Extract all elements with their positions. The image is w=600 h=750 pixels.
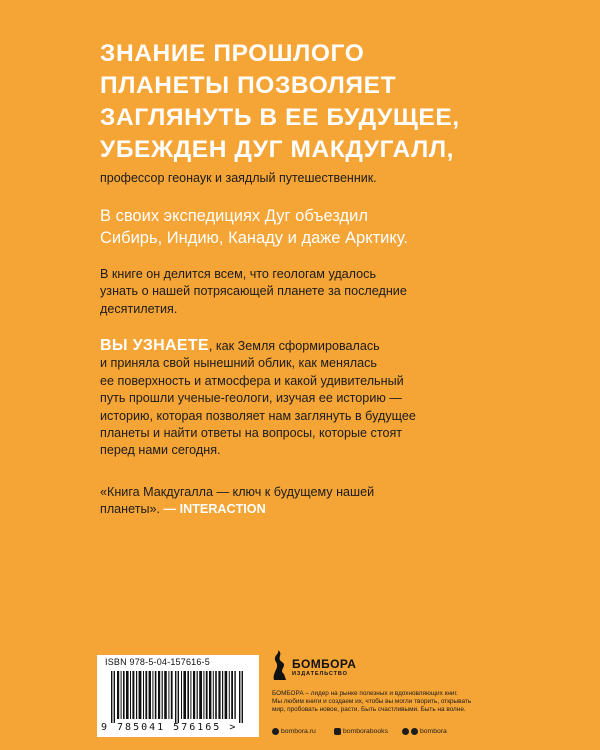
book-intro-paragraph [100, 266, 530, 318]
barcode [97, 655, 259, 737]
quote-line: планеты». [100, 502, 161, 517]
intro-line: В книге он делится всем, что геологам удалось [100, 267, 377, 281]
intro-line: десятилетия. [100, 301, 178, 316]
headline [100, 38, 560, 166]
expedition-line: Сибирь, Индию, Канаду и даже Арктику. [100, 229, 408, 247]
learn-line: путь прошли ученые-геологи, изучая ее историю — [100, 391, 402, 406]
social-label: bombora [420, 728, 447, 735]
social-label: bomborabooks [343, 728, 388, 735]
social-link-bombora[interactable] [402, 728, 447, 735]
publisher-socials [272, 728, 542, 740]
publisher-logo [272, 648, 362, 688]
globe-icon [272, 728, 279, 735]
publisher-description [272, 690, 537, 715]
learn-heading: ВЫ УЗНАЕТЕ [100, 337, 209, 354]
learn-paragraph [100, 337, 530, 460]
learn-line: ее поверхность и атмосфера и какой удивительный [100, 373, 404, 388]
publisher-desc-line: БОМБОРА – лидер на рынке полезных и вдохновляющих книг. [272, 690, 458, 697]
expedition-text [100, 205, 560, 249]
quote-source: — INTERACTION [160, 502, 266, 517]
review-quote [100, 484, 530, 519]
learn-line: перед нами сегодня. [100, 443, 221, 458]
social-link-books[interactable] [334, 728, 388, 735]
isbn-number: ISBN 978-5-04-157616-5 [105, 657, 210, 667]
headline-line: ПЛАНЕТЫ ПОЗВОЛЯЕТ [100, 72, 397, 99]
author-description: профессор геонаук и заядлый путешественник. [100, 171, 377, 185]
headline-line: ЗНАНИЕ ПРОШЛОГО [100, 40, 365, 67]
social-icon [334, 728, 341, 735]
learn-line: историю, которая позволяет нам заглянуть в будущее [100, 408, 416, 423]
publisher-name: БОМБОРА [292, 657, 357, 671]
learn-line: и приняла свой нынешний облик, как менялась [100, 356, 377, 371]
quote-line: «Книга Макдугалла — ключ к будущему нашей [100, 485, 375, 499]
telegram-icon [411, 728, 418, 735]
publisher-desc-line: мир, пробовать новое, расти. Быть счастливыми. Быть на волне. [272, 706, 466, 714]
publisher-desc-line: Мы любим книги и создаем их, чтобы вы могли творить, открывать [272, 698, 472, 706]
headline-line: ЗАГЛЯНУТЬ В ЕЕ БУДУЩЕЕ, [100, 104, 460, 131]
bombora-wave-icon [272, 648, 290, 682]
website-link[interactable] [272, 728, 316, 735]
barcode-digits: 9 785041 576165 > [101, 722, 238, 733]
learn-line: , как Земля сформировалась [208, 339, 380, 353]
vk-icon [402, 728, 409, 735]
barcode-bars [111, 671, 247, 723]
headline-line: УБЕЖДЕН ДУГ МАКДУГАЛЛ, [100, 136, 455, 163]
expedition-line: В своих экспедициях Дуг объездил [100, 207, 369, 225]
website-label: bombora.ru [281, 728, 316, 735]
learn-line: планеты и найти ответы на вопросы, которые стоят [100, 426, 403, 441]
intro-line: узнать о нашей потрясающей планете за последние [100, 284, 407, 299]
publisher-tagline: ИЗДАТЕЛЬСТВО [292, 671, 348, 677]
